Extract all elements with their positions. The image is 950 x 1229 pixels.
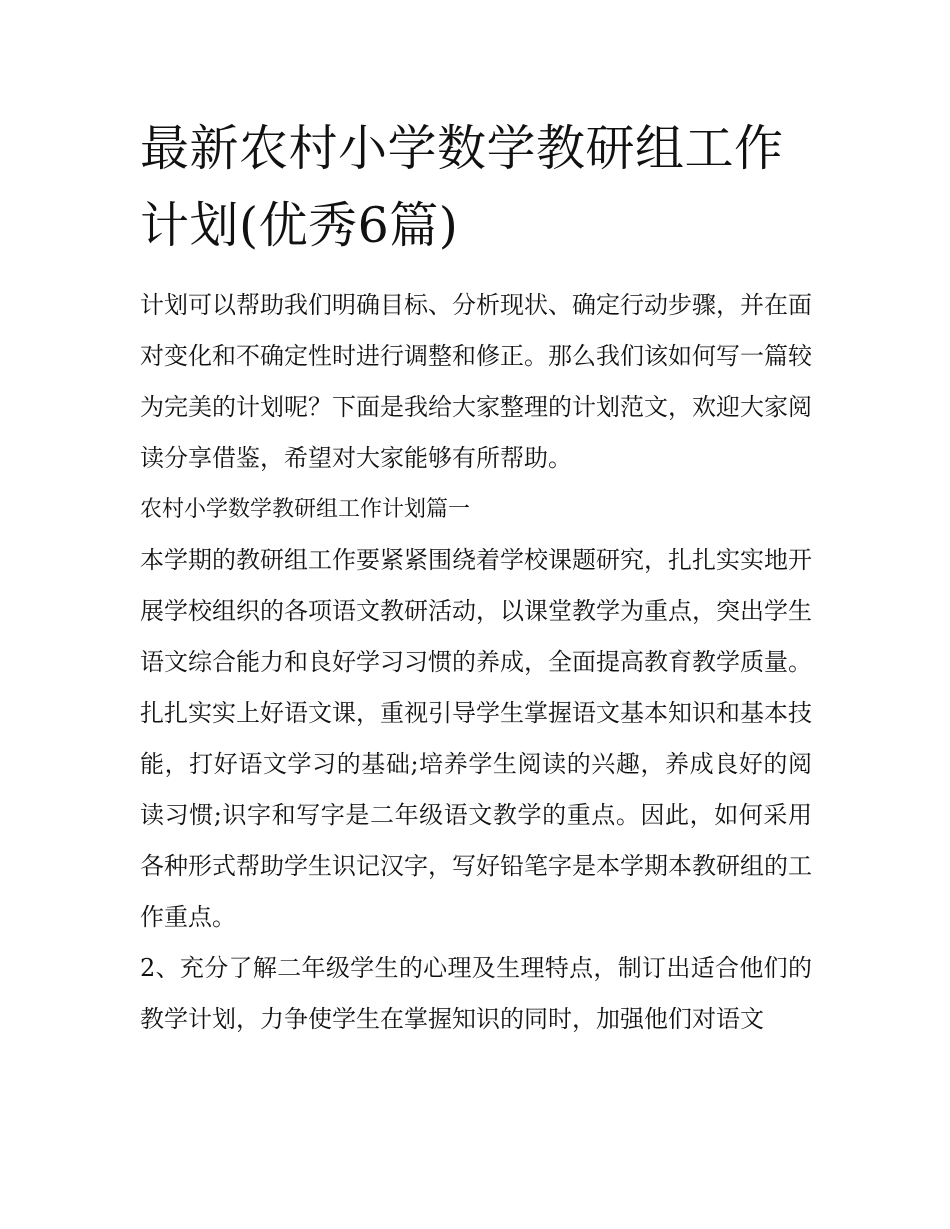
body-paragraph: 2、充分了解二年级学生的心理及生理特点，制订出适合他们的教学计划，力争使学生在掌握知识的同时，加强他们对语文 <box>140 954 812 1033</box>
document-title: 最新农村小学数学教研组工作计划(优秀6篇) <box>140 120 784 254</box>
intro-paragraph: 计划可以帮助我们明确目标、分析现状、确定行动步骤，并在面对变化和不确定性时进行调整和修正。那么我们该如何写一篇较为完美的计划呢？下面是我给大家整理的计划范文，欢迎大家阅读分享借鉴，希望对大家能够有所帮助。 <box>140 291 812 472</box>
document-page <box>140 110 812 1045</box>
body-paragraph: 扎扎实实上好语文课，重视引导学生掌握语文基本知识和基本技能，打好语文学习的基础;培养学生阅读的兴趣，养成良好的阅读习惯;识字和写字是二年级语文教学的重点。因此，如何采用各种形式帮助学生识记汉字，写好铅笔字是本学期本教研组的工作重点。 <box>140 699 812 931</box>
section-heading: 农村小学数学教研组工作计划篇一 <box>140 497 471 522</box>
body-paragraph: 本学期的教研组工作要紧紧围绕着学校课题研究，扎扎实实地开展学校组织的各项语文教研活动，以课堂教学为重点，突出学生语文综合能力和良好学习习惯的养成，全面提高教育教学质量。 <box>140 546 812 676</box>
